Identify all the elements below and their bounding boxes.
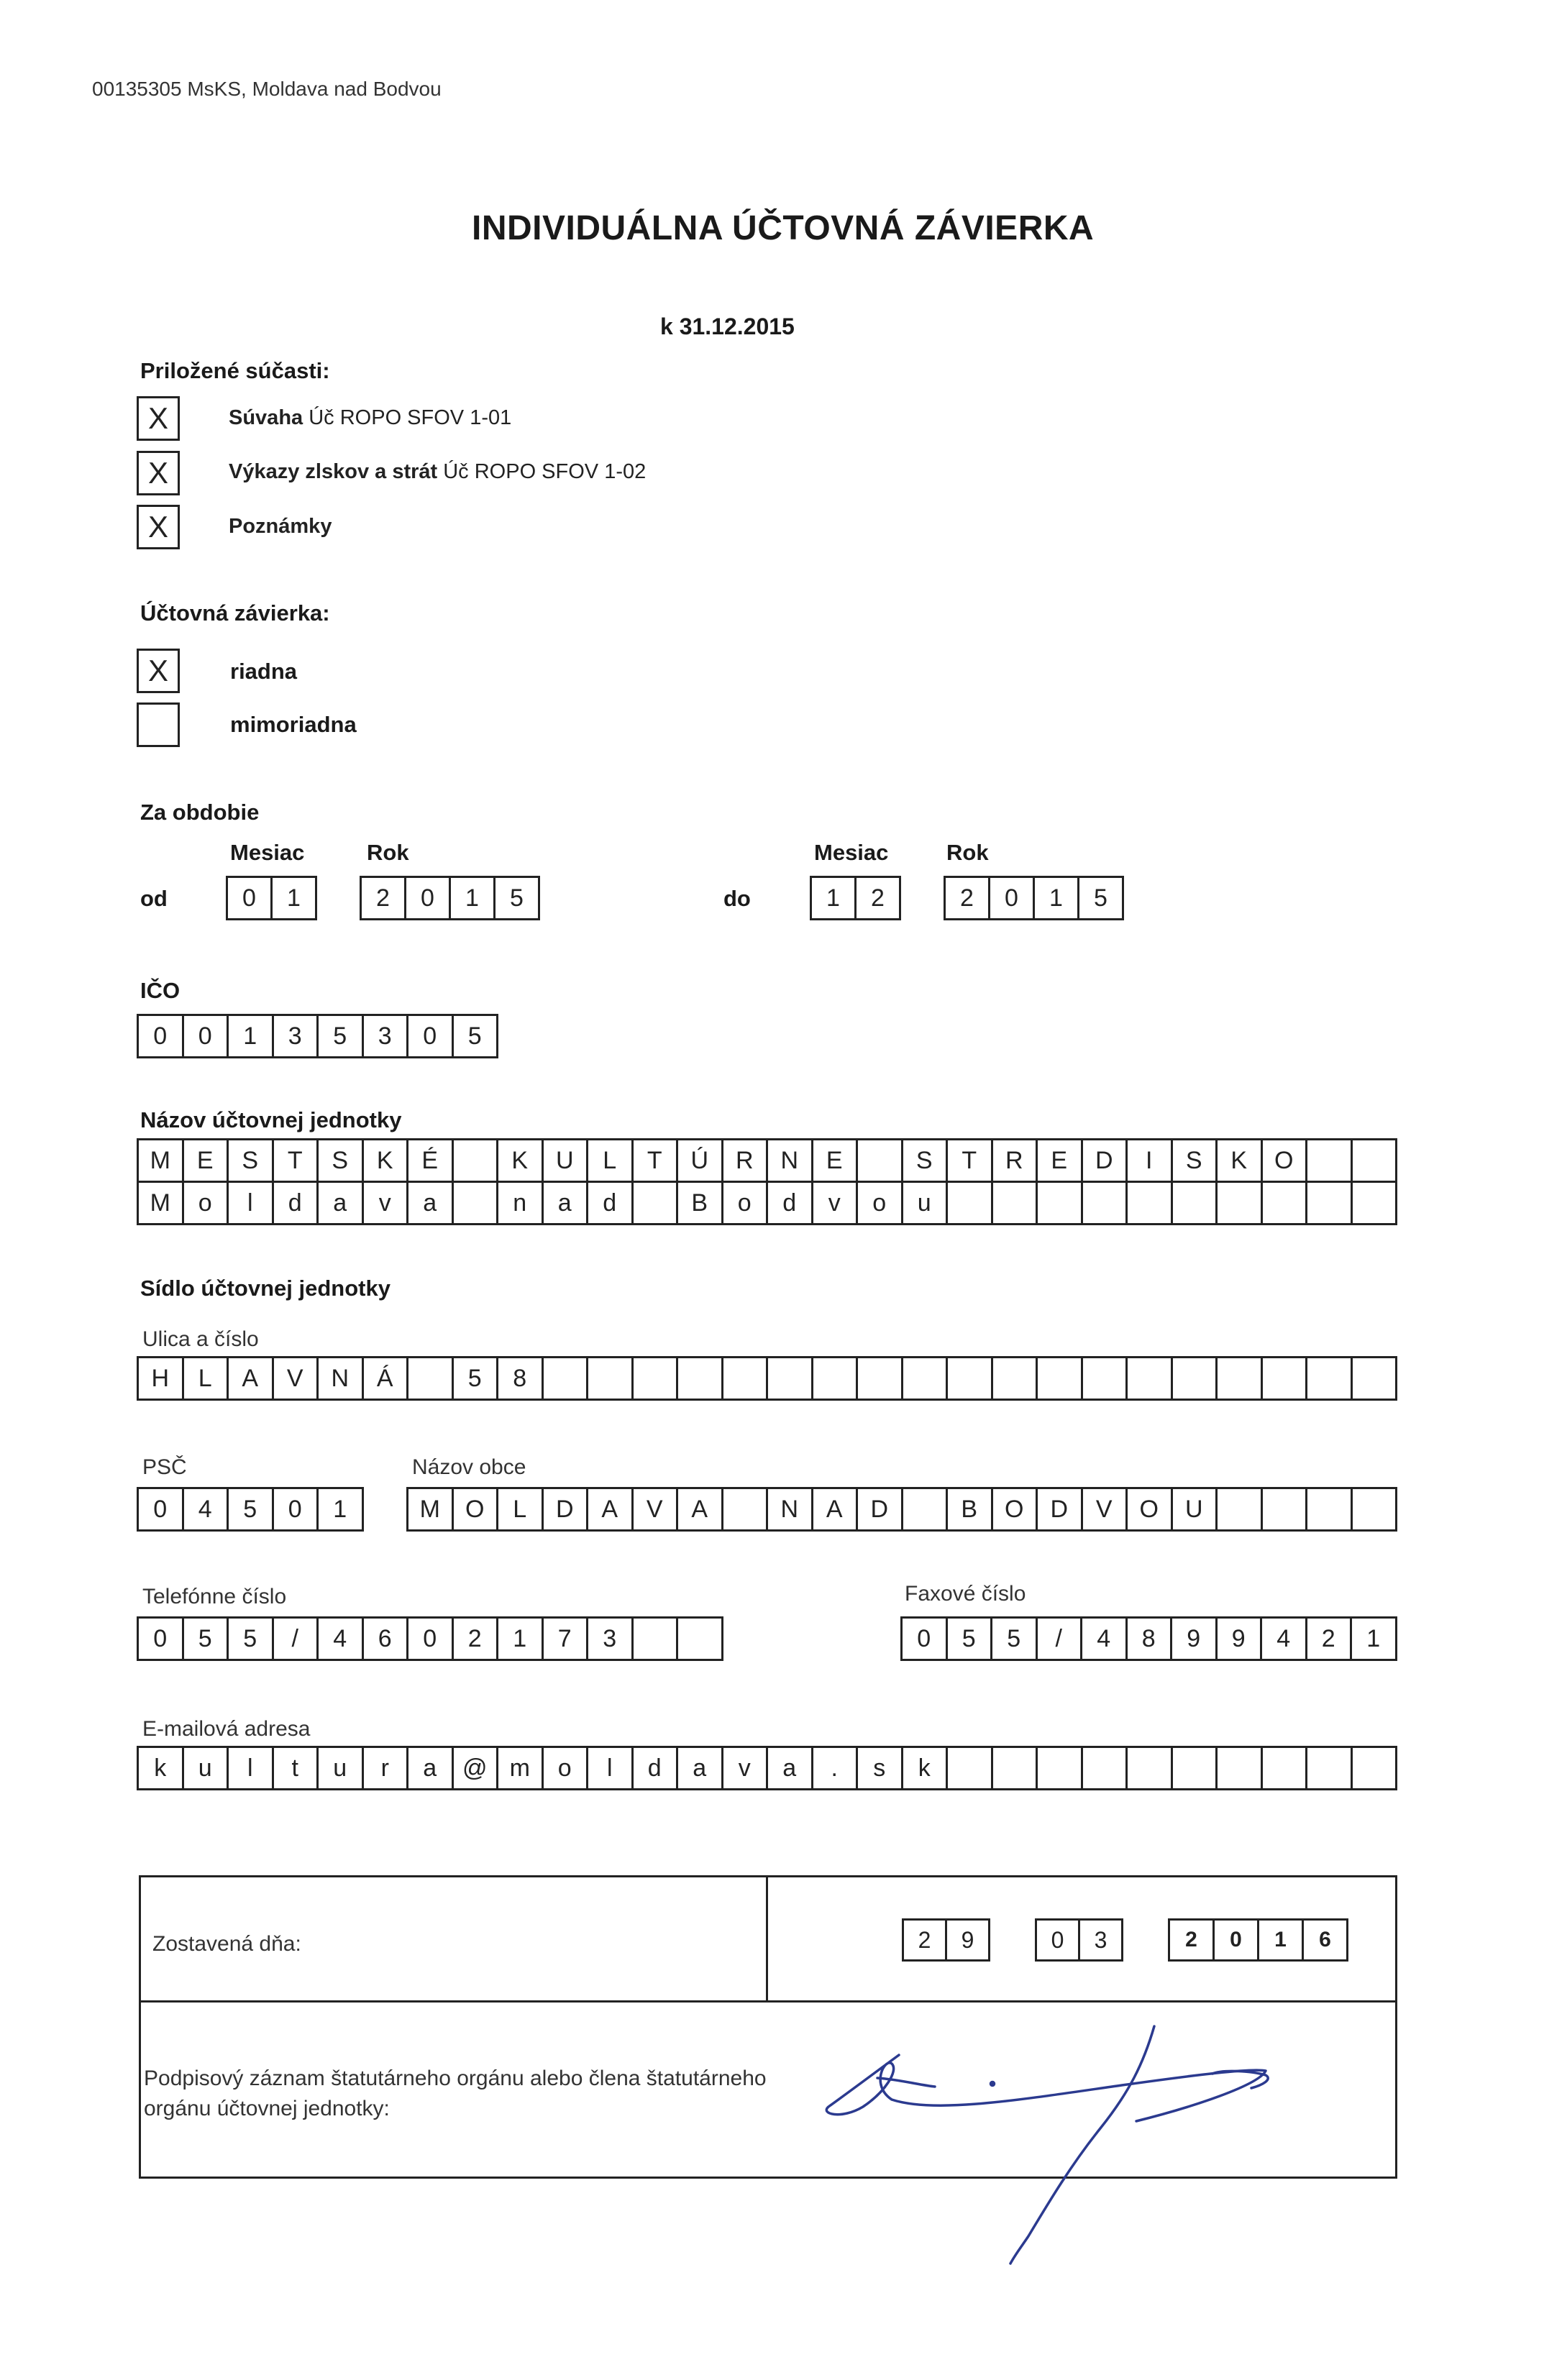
entity-name-label: Názov účtovnej jednotky <box>140 1107 402 1132</box>
char-box[interactable] <box>1353 1489 1398 1529</box>
char-box[interactable] <box>1128 1748 1173 1788</box>
char-box[interactable] <box>1263 1748 1308 1788</box>
char-box[interactable] <box>1038 1183 1083 1223</box>
char-box[interactable] <box>1307 1358 1353 1399</box>
email-label: E-mailová adresa <box>142 1717 311 1741</box>
char-box[interactable] <box>454 1183 499 1223</box>
char-box[interactable]: 5 <box>229 1489 274 1529</box>
char-box[interactable]: 0 <box>1215 1921 1259 1959</box>
char-box[interactable]: 6 <box>1304 1921 1348 1959</box>
char-box[interactable]: n <box>498 1183 544 1223</box>
char-box[interactable]: N <box>319 1358 364 1399</box>
char-box[interactable]: B <box>678 1183 723 1223</box>
char-box[interactable]: 4 <box>184 1489 229 1529</box>
char-box[interactable]: o <box>184 1183 229 1223</box>
char-box[interactable]: M <box>139 1140 184 1181</box>
psc-field[interactable] <box>137 1487 364 1532</box>
char-box[interactable]: L <box>184 1358 229 1399</box>
char-box[interactable]: m <box>498 1748 544 1788</box>
char-box[interactable] <box>1128 1358 1173 1399</box>
char-box[interactable] <box>1307 1489 1353 1529</box>
char-box[interactable]: 8 <box>1128 1619 1173 1659</box>
to-year-field[interactable] <box>944 876 1124 920</box>
char-box[interactable]: 2 <box>857 878 901 918</box>
char-box[interactable]: / <box>1038 1619 1083 1659</box>
attachments-heading: Priložené súčasti: <box>140 358 330 383</box>
char-box[interactable]: N <box>768 1140 813 1181</box>
char-box[interactable]: 8 <box>498 1358 544 1399</box>
char-box[interactable] <box>948 1358 993 1399</box>
compiled-day-field[interactable] <box>902 1918 990 1962</box>
char-box[interactable]: a <box>408 1748 454 1788</box>
to-month-label: Mesiac <box>814 840 889 865</box>
char-box[interactable]: K <box>364 1140 409 1181</box>
char-box[interactable]: D <box>858 1489 903 1529</box>
ico-field[interactable] <box>137 1014 498 1058</box>
signature-stroke <box>826 2055 1266 2121</box>
closing-checkbox-extraordinary[interactable] <box>137 702 180 747</box>
entity-name-row-2[interactable] <box>137 1181 1397 1225</box>
char-box[interactable]: 4 <box>319 1619 364 1659</box>
char-box[interactable]: 1 <box>229 1016 274 1056</box>
char-box[interactable]: A <box>229 1358 274 1399</box>
char-box[interactable]: H <box>139 1358 184 1399</box>
attachment-label-vykazy <box>229 460 646 484</box>
char-box[interactable]: D <box>1038 1489 1083 1529</box>
char-box[interactable]: Ú <box>678 1140 723 1181</box>
char-box[interactable]: 2 <box>454 1619 499 1659</box>
char-box[interactable] <box>1083 1358 1128 1399</box>
char-box[interactable]: 0 <box>406 878 451 918</box>
from-year-field[interactable] <box>360 876 540 920</box>
char-box[interactable]: E <box>184 1140 229 1181</box>
char-box[interactable]: d <box>588 1183 634 1223</box>
char-box[interactable]: M <box>408 1489 454 1529</box>
char-box[interactable] <box>1353 1748 1398 1788</box>
char-box[interactable]: K <box>498 1140 544 1181</box>
char-box[interactable] <box>993 1358 1038 1399</box>
char-box[interactable]: R <box>723 1140 769 1181</box>
from-year-label: Rok <box>367 840 409 865</box>
char-box[interactable]: S <box>319 1140 364 1181</box>
city-label: Názov obce <box>412 1455 526 1479</box>
document-reference: 00135305 MsKS, Moldava nad Bodvou <box>92 78 442 100</box>
report-date: k 31.12.2015 <box>660 313 795 339</box>
char-box[interactable]: O <box>1263 1140 1308 1181</box>
char-box[interactable]: 1 <box>451 878 495 918</box>
char-box[interactable]: o <box>723 1183 769 1223</box>
char-box[interactable]: 4 <box>1262 1619 1307 1659</box>
char-box[interactable]: 0 <box>184 1016 229 1056</box>
handwritten-signature <box>791 1999 1294 2287</box>
attachment-form: Úč ROPO SFOV 1-02 <box>437 460 647 483</box>
char-box[interactable] <box>1218 1489 1263 1529</box>
signature-dot <box>991 2082 995 2086</box>
char-box[interactable] <box>858 1140 903 1181</box>
char-box[interactable]: A <box>588 1489 634 1529</box>
char-box[interactable]: 3 <box>588 1619 634 1659</box>
char-box[interactable] <box>1173 1183 1218 1223</box>
char-box[interactable]: d <box>274 1183 319 1223</box>
char-box[interactable] <box>903 1358 949 1399</box>
entity-name-row-1[interactable] <box>137 1138 1397 1183</box>
char-box[interactable]: E <box>813 1140 859 1181</box>
char-box[interactable]: a <box>408 1183 454 1223</box>
period-heading: Za obdobie <box>140 800 260 825</box>
char-box[interactable] <box>1263 1358 1308 1399</box>
char-box[interactable] <box>1307 1140 1353 1181</box>
char-box[interactable]: d <box>634 1748 679 1788</box>
char-box[interactable]: 6 <box>364 1619 409 1659</box>
document-title: INDIVIDUÁLNA ÚČTOVNÁ ZÁVIERKA <box>472 209 1095 247</box>
char-box[interactable]: 5 <box>229 1619 274 1659</box>
char-box[interactable] <box>454 1140 499 1181</box>
char-box[interactable]: 2 <box>1170 1921 1215 1959</box>
char-box[interactable]: 1 <box>498 1619 544 1659</box>
char-box[interactable]: V <box>634 1489 679 1529</box>
email-field[interactable] <box>137 1746 1397 1790</box>
street-label: Ulica a číslo <box>142 1327 259 1351</box>
compiled-month-field[interactable] <box>1035 1918 1123 1962</box>
char-box[interactable] <box>634 1619 679 1659</box>
char-box[interactable]: 1 <box>1352 1619 1397 1659</box>
char-box[interactable]: O <box>993 1489 1038 1529</box>
char-box[interactable]: @ <box>454 1748 499 1788</box>
char-box[interactable]: 3 <box>1080 1921 1123 1959</box>
from-label: od <box>140 886 168 911</box>
char-box[interactable]: 0 <box>139 1619 184 1659</box>
char-box[interactable]: O <box>454 1489 499 1529</box>
char-box[interactable]: v <box>364 1183 409 1223</box>
char-box[interactable]: 0 <box>228 878 273 918</box>
char-box[interactable]: A <box>678 1489 723 1529</box>
char-box[interactable]: K <box>1218 1140 1263 1181</box>
char-box[interactable] <box>634 1183 679 1223</box>
char-box[interactable]: v <box>723 1748 769 1788</box>
footer-divider-vertical <box>766 1875 768 2003</box>
char-box[interactable]: 3 <box>274 1016 319 1056</box>
attachment-name: Poznámky <box>229 515 332 538</box>
char-box[interactable]: / <box>274 1619 319 1659</box>
signature-label-line-1: Podpisový záznam štatutárneho orgánu alebo člena štatutárneho <box>144 2067 767 2090</box>
char-box[interactable] <box>544 1358 589 1399</box>
char-box[interactable] <box>813 1358 859 1399</box>
char-box[interactable]: 0 <box>1037 1921 1080 1959</box>
char-box[interactable] <box>948 1748 993 1788</box>
from-month-label: Mesiac <box>230 840 305 865</box>
char-box[interactable] <box>1353 1358 1398 1399</box>
char-box[interactable]: T <box>274 1140 319 1181</box>
char-box[interactable]: 5 <box>319 1016 364 1056</box>
char-box[interactable] <box>903 1489 949 1529</box>
char-box[interactable]: o <box>858 1183 903 1223</box>
compiled-label: Zostavená dňa: <box>152 1932 301 1956</box>
char-box[interactable]: 0 <box>408 1016 454 1056</box>
psc-label: PSČ <box>142 1455 187 1479</box>
attachment-label-suvaha <box>229 406 511 430</box>
char-box[interactable]: S <box>903 1140 949 1181</box>
to-month-field[interactable] <box>810 876 901 920</box>
char-box[interactable]: s <box>858 1748 903 1788</box>
char-box[interactable]: V <box>274 1358 319 1399</box>
char-box[interactable] <box>768 1358 813 1399</box>
char-box[interactable] <box>1038 1358 1083 1399</box>
char-box[interactable]: 1 <box>1035 878 1079 918</box>
char-box[interactable]: d <box>768 1183 813 1223</box>
char-box[interactable]: 4 <box>1082 1619 1128 1659</box>
char-box[interactable] <box>993 1183 1038 1223</box>
char-box[interactable] <box>634 1358 679 1399</box>
char-box[interactable]: k <box>139 1748 184 1788</box>
char-box[interactable]: a <box>678 1748 723 1788</box>
char-box[interactable]: 2 <box>904 1921 947 1959</box>
char-box[interactable]: S <box>1173 1140 1218 1181</box>
char-box[interactable]: 0 <box>139 1016 184 1056</box>
phone-label: Telefónne číslo <box>142 1585 287 1608</box>
char-box[interactable]: u <box>319 1748 364 1788</box>
char-box[interactable]: 9 <box>947 1921 990 1959</box>
char-box[interactable] <box>1218 1358 1263 1399</box>
char-box[interactable]: 0 <box>903 1619 948 1659</box>
char-box[interactable]: 9 <box>1218 1619 1263 1659</box>
attachment-name: Výkazy zlskov a strát <box>229 460 438 483</box>
to-year-label: Rok <box>946 840 989 865</box>
to-label: do <box>723 886 751 911</box>
char-box[interactable] <box>408 1358 454 1399</box>
char-box[interactable] <box>993 1748 1038 1788</box>
compiled-year-field[interactable] <box>1168 1918 1348 1962</box>
closing-label-regular: riadna <box>230 659 298 684</box>
char-box[interactable]: 5 <box>454 1016 499 1056</box>
char-box[interactable] <box>1128 1183 1173 1223</box>
char-box[interactable] <box>1173 1358 1218 1399</box>
char-box[interactable]: L <box>588 1140 634 1181</box>
char-box[interactable]: 0 <box>408 1619 454 1659</box>
char-box[interactable]: l <box>588 1748 634 1788</box>
char-box[interactable] <box>1307 1183 1353 1223</box>
closing-checkbox-regular[interactable]: X <box>137 649 180 693</box>
char-box[interactable]: E <box>1038 1140 1083 1181</box>
char-box[interactable]: 3 <box>364 1016 409 1056</box>
char-box[interactable]: V <box>1083 1489 1128 1529</box>
closing-heading: Účtovná závierka: <box>140 600 330 626</box>
char-box[interactable] <box>1038 1748 1083 1788</box>
attachment-name: Súvaha <box>229 406 303 429</box>
signature-label <box>144 2064 767 2124</box>
char-box[interactable]: o <box>544 1748 589 1788</box>
char-box[interactable]: Á <box>364 1358 409 1399</box>
char-box[interactable] <box>1218 1183 1263 1223</box>
char-box[interactable]: 1 <box>812 878 857 918</box>
attachment-label-poznamky <box>229 515 332 539</box>
char-box[interactable]: 1 <box>273 878 317 918</box>
char-box[interactable] <box>1218 1748 1263 1788</box>
seat-heading: Sídlo účtovnej jednotky <box>140 1276 390 1301</box>
fax-label: Faxové číslo <box>905 1582 1026 1606</box>
char-box[interactable]: 0 <box>139 1489 184 1529</box>
char-box[interactable] <box>1083 1748 1128 1788</box>
char-box[interactable]: L <box>498 1489 544 1529</box>
char-box[interactable]: 2 <box>946 878 990 918</box>
city-field[interactable] <box>406 1487 1397 1532</box>
char-box[interactable]: l <box>229 1748 274 1788</box>
char-box[interactable]: É <box>408 1140 454 1181</box>
char-box[interactable]: 9 <box>1172 1619 1218 1659</box>
ico-label: IČO <box>140 978 181 1003</box>
char-box[interactable]: I <box>1128 1140 1173 1181</box>
char-box[interactable]: T <box>948 1140 993 1181</box>
char-box[interactable] <box>858 1358 903 1399</box>
from-month-field[interactable] <box>226 876 317 920</box>
char-box[interactable]: . <box>813 1748 859 1788</box>
char-box[interactable] <box>1263 1489 1308 1529</box>
char-box[interactable]: 5 <box>454 1358 499 1399</box>
attachment-checkbox-suvaha[interactable]: X <box>137 396 180 441</box>
char-box[interactable]: A <box>813 1489 859 1529</box>
char-box[interactable]: O <box>1128 1489 1173 1529</box>
char-box[interactable]: R <box>993 1140 1038 1181</box>
fax-field[interactable] <box>900 1616 1397 1661</box>
char-box[interactable]: 2 <box>1307 1619 1353 1659</box>
char-box[interactable]: D <box>544 1489 589 1529</box>
char-box[interactable] <box>588 1358 634 1399</box>
signature-stroke <box>1010 2026 1154 2264</box>
char-box[interactable]: 5 <box>948 1619 993 1659</box>
char-box[interactable] <box>723 1358 769 1399</box>
attachment-checkbox-poznamky[interactable]: X <box>137 505 180 549</box>
char-box[interactable]: M <box>139 1183 184 1223</box>
street-field[interactable] <box>137 1356 1397 1401</box>
char-box[interactable]: u <box>184 1748 229 1788</box>
char-box[interactable] <box>1353 1140 1398 1181</box>
char-box[interactable] <box>1263 1183 1308 1223</box>
phone-field[interactable] <box>137 1616 723 1661</box>
char-box[interactable] <box>1307 1748 1353 1788</box>
char-box[interactable]: 5 <box>992 1619 1038 1659</box>
char-box[interactable]: T <box>634 1140 679 1181</box>
attachment-checkbox-vykazy[interactable]: X <box>137 451 180 495</box>
char-box[interactable]: r <box>364 1748 409 1788</box>
char-box[interactable]: t <box>274 1748 319 1788</box>
char-box[interactable]: u <box>903 1183 949 1223</box>
char-box[interactable]: U <box>544 1140 589 1181</box>
char-box[interactable]: k <box>903 1748 949 1788</box>
char-box[interactable] <box>723 1489 769 1529</box>
closing-label-extraordinary: mimoriadna <box>230 712 357 737</box>
char-box[interactable] <box>678 1358 723 1399</box>
char-box[interactable]: D <box>1083 1140 1128 1181</box>
char-box[interactable]: a <box>544 1183 589 1223</box>
char-box[interactable]: a <box>319 1183 364 1223</box>
char-box[interactable] <box>1353 1183 1398 1223</box>
char-box[interactable]: 2 <box>362 878 406 918</box>
char-box[interactable]: U <box>1173 1489 1218 1529</box>
signature-label-line-2: orgánu účtovnej jednotky: <box>144 2097 390 2120</box>
char-box[interactable]: v <box>813 1183 859 1223</box>
char-box[interactable]: 1 <box>1259 1921 1304 1959</box>
char-box[interactable]: 0 <box>990 878 1035 918</box>
char-box[interactable] <box>1173 1748 1218 1788</box>
char-box[interactable] <box>948 1183 993 1223</box>
char-box[interactable]: 1 <box>319 1489 364 1529</box>
char-box[interactable]: l <box>229 1183 274 1223</box>
char-box[interactable]: 7 <box>544 1619 589 1659</box>
char-box[interactable]: 5 <box>1079 878 1124 918</box>
char-box[interactable]: a <box>768 1748 813 1788</box>
char-box[interactable] <box>1083 1183 1128 1223</box>
char-box[interactable] <box>678 1619 723 1659</box>
char-box[interactable]: 0 <box>274 1489 319 1529</box>
char-box[interactable]: 5 <box>184 1619 229 1659</box>
char-box[interactable]: S <box>229 1140 274 1181</box>
attachment-form: Úč ROPO SFOV 1-01 <box>303 406 512 429</box>
char-box[interactable]: 5 <box>495 878 540 918</box>
char-box[interactable]: B <box>948 1489 993 1529</box>
char-box[interactable]: N <box>768 1489 813 1529</box>
